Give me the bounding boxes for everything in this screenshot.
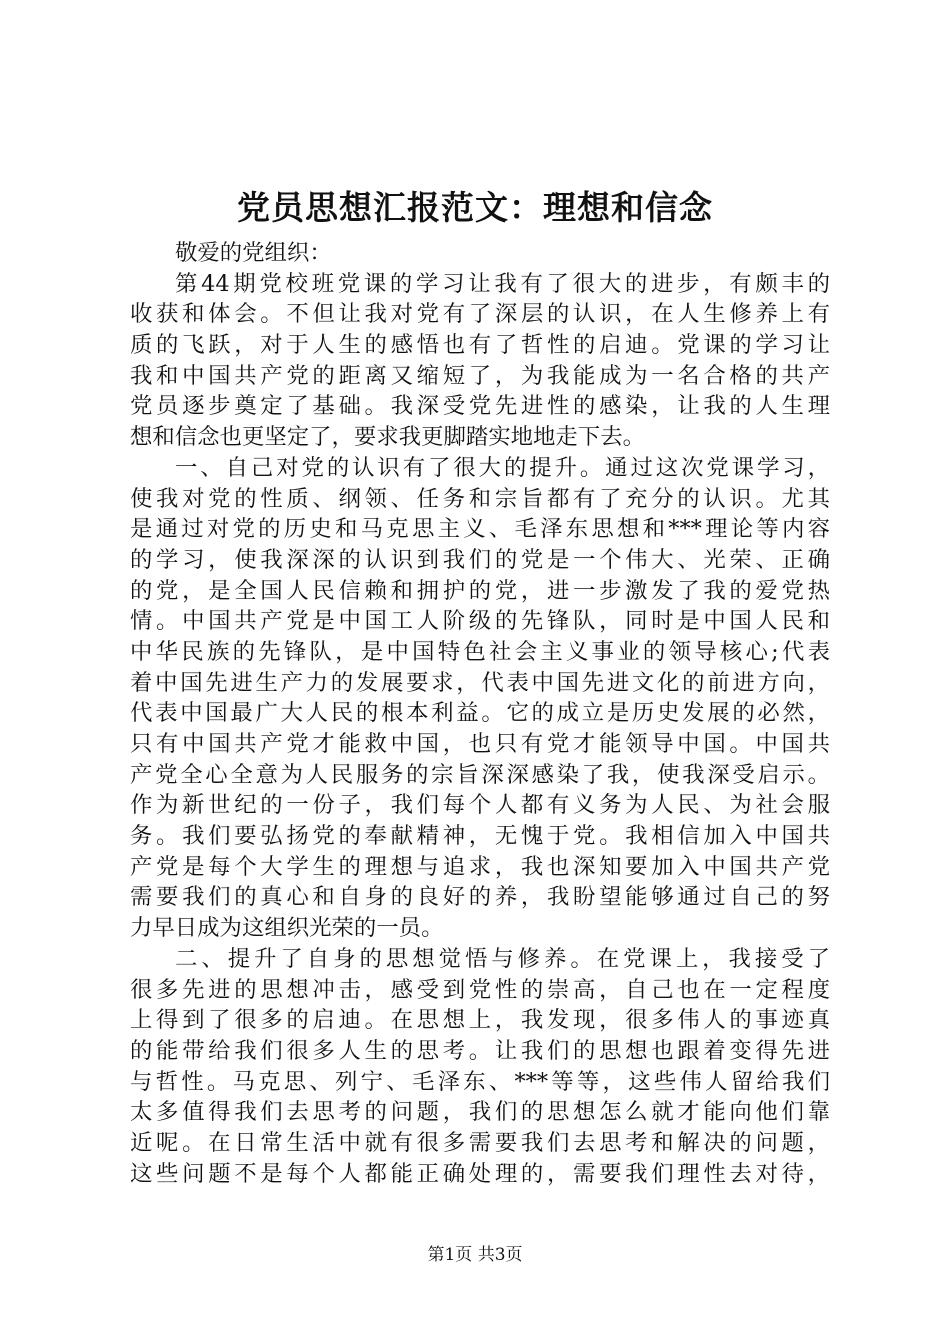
body-line: 党员逐步奠定了基础。我深受党先进性的感染，让我的人生理 — [130, 393, 830, 420]
body-line: 与哲性。马克思、列宁、毛泽东、***等等，这些伟人留给我们 — [130, 1068, 830, 1095]
body-line: 我和中国共产党的距离又缩短了，为我能成为一名合格的共产 — [130, 362, 830, 389]
body-line: 力早日成为这组织光荣的一员。 — [130, 915, 444, 942]
body-line: 的党，是全国人民信赖和拥护的党，进一步激发了我的爱党热 — [130, 577, 830, 604]
body-line: 上得到了很多的启迪。在思想上，我发现，很多伟人的事迹真 — [130, 1007, 830, 1034]
body-line: 二、提升了自身的思想觉悟与修养。在党课上，我接受了 — [175, 945, 830, 972]
body-line: 质的飞跃，对于人生的感悟也有了哲性的启迪。党课的学习让 — [130, 332, 830, 359]
page-footer: 第1页 共3页 — [427, 1245, 523, 1265]
body-line: 产党全心全意为人民服务的宗旨深深感染了我，使我深受启示。 — [130, 761, 830, 788]
body-line: 很多先进的思想冲击，感受到党性的崇高，自己也在一定程度 — [130, 976, 830, 1003]
body-line: 想和信念也更坚定了，要求我更脚踏实地地走下去。 — [130, 424, 645, 451]
body-line: 作为新世纪的一份子，我们每个人都有义务为人民、为社会服 — [130, 792, 830, 819]
body-line: 中华民族的先锋队，是中国特色社会主义事业的领导核心;代表 — [130, 638, 830, 665]
body-line: 只有中国共产党才能救中国，也只有党才能领导中国。中国共 — [130, 731, 830, 757]
body-line: 一、自己对党的认识有了很大的提升。通过这次党课学习， — [175, 454, 830, 481]
body-line: 使我对党的性质、纲领、任务和宗旨都有了充分的认识。尤其 — [130, 485, 830, 512]
document-title: 党员思想汇报范文：理想和信念 — [237, 188, 713, 227]
document-body — [130, 238, 830, 1189]
body-line: 的能带给我们很多人生的思考。让我们的思想也跟着变得先进 — [130, 1037, 830, 1064]
body-line: 务。我们要弘扬党的奉献精神，无愧于党。我相信加入中国共 — [130, 823, 830, 850]
body-line: 着中国先进生产力的发展要求，代表中国先进文化的前进方向， — [130, 669, 830, 696]
body-line: 太多值得我们去思考的问题，我们的思想怎么就才能向他们靠 — [130, 1099, 830, 1126]
body-line: 敬爱的党组织： — [175, 240, 332, 266]
body-line: 近呢。在日常生活中就有很多需要我们去思考和解决的问题， — [130, 1129, 830, 1156]
body-line: 产党是每个大学生的理想与追求，我也深知要加入中国共产党 — [130, 853, 830, 880]
body-line: 第44期党校班党课的学习让我有了很大的进步，有颇丰的 — [175, 270, 830, 297]
body-line: 代表中国最广大人民的根本利益。它的成立是历史发展的必然， — [130, 700, 830, 727]
body-line: 情。中国共产党是中国工人阶级的先锋队，同时是中国人民和 — [130, 608, 830, 635]
body-line: 这些问题不是每个人都能正确处理的，需要我们理性去对待， — [130, 1160, 830, 1187]
body-line: 收获和体会。不但让我对党有了深层的认识，在人生修养上有 — [130, 301, 830, 328]
body-line: 是通过对党的历史和马克思主义、毛泽东思想和***理论等内容 — [130, 516, 830, 543]
body-line: 需要我们的真心和自身的良好的养，我盼望能够通过自己的努 — [130, 884, 830, 911]
body-line: 的学习，使我深深的认识到我们的党是一个伟大、光荣、正确 — [130, 546, 830, 573]
